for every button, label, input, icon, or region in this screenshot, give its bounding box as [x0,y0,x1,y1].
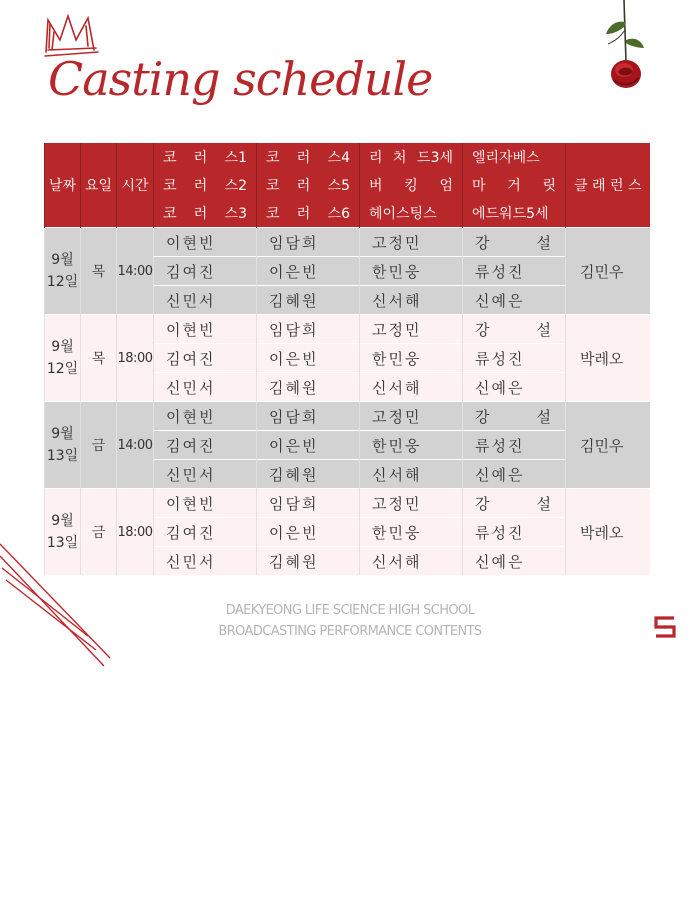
header-cast: 엘리자베스 [463,143,566,171]
cast-name: 한민웅 [360,431,463,460]
time-cell: 18:00 [117,489,154,576]
cast-name: 신예은 [463,460,566,489]
date-day: 13일 [46,448,79,464]
cast-name: 류성진 [463,257,566,286]
date-cell [45,489,81,576]
cast-name: 신민서 [154,373,257,402]
header-clarence: 클 래 런 스 [566,143,650,228]
cast-name: 강 설 [463,402,566,431]
cast-name: 한민웅 [360,344,463,373]
cast-name: 이현빈 [154,402,257,431]
footer-subtitle: BROADCASTING PERFORMANCE CONTENTS [218,624,482,639]
header-date: 날짜 [45,143,81,228]
cast-name: 김혜원 [257,460,360,489]
header-cast: 코 러 스5 [257,171,360,199]
cast-name: 고정민 [360,402,463,431]
cast-name: 김여진 [154,518,257,547]
cast-name: 임담희 [257,402,360,431]
time-cell: 14:00 [117,402,154,489]
header-cast: 버 킹 엄 [360,171,463,199]
schedule-block [45,228,650,315]
header-cast: 에드워드5세 [463,199,566,228]
date-month: 9월 [51,339,74,355]
cast-name: 이현빈 [154,228,257,257]
header-cast: 마 거 릿 [463,171,566,199]
cast-name: 김혜원 [257,286,360,315]
cast-name: 강 설 [463,315,566,344]
header-cast: 헤이스팅스 [360,199,463,228]
clarence-cell: 박레오 [566,315,650,402]
cast-name: 신서해 [360,547,463,576]
footer-school: DAEKYEONG LIFE SCIENCE HIGH SCHOOL [225,603,475,618]
casting-schedule-table [44,143,650,575]
rose-icon [596,0,656,95]
cast-name: 신예은 [463,286,566,315]
schedule-block [45,315,650,402]
page-title: Casting schedule [48,52,433,106]
date-month: 9월 [51,426,74,442]
cast-name: 강 설 [463,489,566,518]
cast-name: 김혜원 [257,373,360,402]
day-cell: 목 [81,315,117,402]
cast-name: 고정민 [360,315,463,344]
header-cast: 코 러 스6 [257,199,360,228]
clarence-cell: 김민우 [566,228,650,315]
header-cast: 코 러 스3 [154,199,257,228]
cast-name: 신서해 [360,286,463,315]
date-month: 9월 [51,252,74,268]
cast-name: 류성진 [463,344,566,373]
header-cast: 코 러 스1 [154,143,257,171]
header-day: 요일 [81,143,117,228]
cast-name: 이은빈 [257,344,360,373]
header-cast: 리 처 드3세 [360,143,463,171]
clarence-cell: 김민우 [566,402,650,489]
day-cell: 금 [81,402,117,489]
cast-name: 고정민 [360,489,463,518]
date-cell [45,315,81,402]
cast-name: 신민서 [154,460,257,489]
schedule-block [45,489,650,576]
cast-name: 임담희 [257,228,360,257]
cast-name: 신서해 [360,373,463,402]
date-month: 9월 [51,513,74,529]
day-cell: 목 [81,228,117,315]
cast-name: 김여진 [154,257,257,286]
date-day: 12일 [46,274,79,290]
cast-name: 강 설 [463,228,566,257]
cast-name: 김여진 [154,431,257,460]
cast-name: 이은빈 [257,518,360,547]
date-cell [45,402,81,489]
day-cell: 금 [81,489,117,576]
header-cast: 코 러 스4 [257,143,360,171]
cast-name: 한민웅 [360,518,463,547]
cast-name: 임담희 [257,489,360,518]
cast-name: 이은빈 [257,431,360,460]
cast-name: 한민웅 [360,257,463,286]
time-cell: 14:00 [117,228,154,315]
cast-name: 신서해 [360,460,463,489]
header-time: 시간 [117,143,154,228]
clarence-cell: 박레오 [566,489,650,576]
cast-name: 신예은 [463,547,566,576]
date-day: 13일 [46,535,79,551]
date-day: 12일 [46,361,79,377]
schedule-block [45,402,650,489]
table-header [45,143,650,228]
cast-name: 임담희 [257,315,360,344]
cast-name: 류성진 [463,431,566,460]
cast-name: 이은빈 [257,257,360,286]
cast-name: 류성진 [463,518,566,547]
logo-icon [652,614,678,640]
header-cast: 코 러 스2 [154,171,257,199]
cast-name: 김여진 [154,344,257,373]
cast-name: 신예은 [463,373,566,402]
cast-name: 고정민 [360,228,463,257]
date-cell [45,228,81,315]
cast-name: 이현빈 [154,489,257,518]
cast-name: 이현빈 [154,315,257,344]
footer [190,600,510,642]
cast-name: 신민서 [154,286,257,315]
cast-name: 신민서 [154,547,257,576]
cast-name: 김혜원 [257,547,360,576]
time-cell: 18:00 [117,315,154,402]
